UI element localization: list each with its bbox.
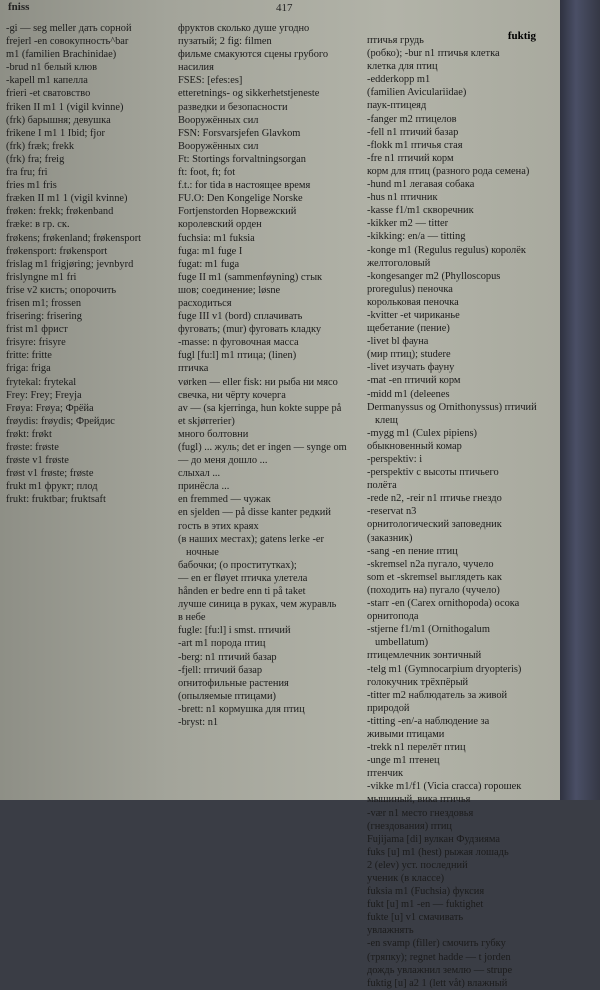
dictionary-entry-line: пузатый; 2 fig: filmen xyxy=(178,36,272,48)
dictionary-entry-line: -mygg m1 (Culex pipiens) xyxy=(367,427,477,439)
dictionary-entry-line: fuktig [u] a2 1 (lett våt) влажный xyxy=(367,977,508,989)
dictionary-entry-line: -fell n1 птичий базар xyxy=(367,126,459,138)
dictionary-entry-line: fuchsia: m1 fuksia xyxy=(178,232,255,244)
column-middle xyxy=(178,22,358,802)
dictionary-entry-line: ft: foot, ft; fot xyxy=(178,167,236,179)
dictionary-entry-line: корм для птиц (разного рода семена) xyxy=(367,165,530,177)
page-number: 417 xyxy=(276,2,293,14)
dictionary-entry-line: свечка, ни чёрту кочерга xyxy=(178,389,286,401)
dictionary-entry-line: fræken II m1 1 (vigil kvinne) xyxy=(6,193,128,205)
dictionary-entry-line: frikene I m1 1 Ibid; fjor xyxy=(6,127,105,139)
dictionary-entry-line: -sang -en пение птиц xyxy=(367,545,458,557)
dictionary-entry-line: орнитологический заповедник xyxy=(367,519,502,531)
dictionary-entry-line: som et -skremsel выглядеть как xyxy=(367,571,502,583)
dictionary-entry-line: fritte: fritte xyxy=(6,350,52,362)
dictionary-entry-line: frytekal: frytekal xyxy=(6,376,77,388)
dictionary-entry-line: Вооружённых сил xyxy=(178,114,259,126)
dictionary-entry-line: дождь увлажнил землю — strupe xyxy=(367,964,513,976)
dictionary-entry-line: -brett: n1 кормушка для птиц xyxy=(178,703,305,715)
header-left-word: fniss xyxy=(8,1,30,13)
dictionary-entry-line: frøken: frekk; frøkenband xyxy=(6,206,114,218)
dictionary-entry-line: proregulus) пеночка xyxy=(367,283,453,295)
dictionary-entry-line: frislyngne m1 fri xyxy=(6,271,77,283)
dictionary-entry-line: -flokk m1 птичья стая xyxy=(367,139,463,151)
dictionary-entry-line: frieri -et сватовство xyxy=(6,88,91,100)
book-cover-edge xyxy=(560,0,600,800)
dictionary-entry-line: -livet bl фауна xyxy=(367,336,429,348)
dictionary-entry-line: -kasse f1/m1 скворечник xyxy=(367,205,474,217)
dictionary-entry-line: голокучник трёхпёрый xyxy=(367,676,469,688)
dictionary-entry-line: — до меня дошло ... xyxy=(178,455,268,467)
dictionary-entry-line: -starr -en (Carex ornithopoda) осока xyxy=(367,598,520,610)
dictionary-entry-line: -fjell: птичий базар xyxy=(178,664,263,676)
dictionary-entry-line: (fugl) ... жуль; det er ingen — synge om xyxy=(178,442,347,453)
dictionary-entry-line: frøkens; frøkenland; frøkensport xyxy=(6,232,142,244)
dictionary-entry-line: hånden er bedre enn ti på taket xyxy=(178,586,306,598)
dictionary-entry-line: frise v2 кисть; опорочить xyxy=(6,284,117,296)
dictionary-entry-line: орнитопода xyxy=(367,611,419,623)
dictionary-entry-line: Frey: Frey; Freyja xyxy=(6,389,82,401)
dictionary-entry-line: fuksia m1 (Fuchsia) фуксия xyxy=(367,886,485,898)
dictionary-entry-line: -kapell m1 капелла xyxy=(6,75,88,87)
dictionary-entry-line: friken II m1 1 (vigil kvinne) xyxy=(6,101,124,113)
dictionary-entry-line: -mat -en птичий корм xyxy=(367,375,461,387)
dictionary-entry-line: friga: friga xyxy=(6,363,51,375)
dictionary-entry-line: птенчик xyxy=(367,768,404,780)
dictionary-entry-line: (тряпку); regnet hadde — t jorden xyxy=(367,951,511,963)
dictionary-entry-line: -masse: n фуговочная масса xyxy=(178,337,299,349)
dictionary-entry-line: -reservat n3 xyxy=(367,506,417,518)
dictionary-entry-line: насилия xyxy=(178,62,214,74)
dictionary-entry-line: -vikke m1/f1 (Vicia cracca) горошек xyxy=(367,781,522,793)
dictionary-entry-line: Вооружённых сил xyxy=(178,140,259,152)
dictionary-entry-line: -bryst: n1 xyxy=(178,716,219,728)
dictionary-entry-line: fuga: m1 fuge I xyxy=(178,245,243,257)
dictionary-entry-line: frøkt: frøkt xyxy=(6,428,52,440)
dictionary-entry-line: паук-птицеяд xyxy=(367,100,427,112)
dictionary-entry-line: желтоголовый xyxy=(367,257,431,269)
dictionary-entry-line: Dermanyssus og Ornithonyssus) птичий клещ xyxy=(367,401,537,426)
dictionary-entry-line: fra fru; fri xyxy=(6,167,48,179)
dictionary-entry-line: -perspektiv с высоты птичьего xyxy=(367,467,499,479)
dictionary-entry-line: FU.O: Den Kongelige Norske xyxy=(178,193,303,205)
dictionary-entry-line: Fujijama [di] вулкан Фудзияма xyxy=(367,833,500,845)
dictionary-entry-line: живыми птицами xyxy=(367,728,445,740)
dictionary-entry-line: (мир птиц); studere xyxy=(367,349,451,361)
dictionary-entry-line: разведки и безопасности xyxy=(178,101,288,113)
dictionary-entry-line: -art m1 порода птиц xyxy=(178,638,266,650)
dictionary-entry-line: en sjelden — på disse kanter редкий xyxy=(178,507,331,519)
dictionary-entry-line: природой xyxy=(367,702,410,714)
dictionary-entry-line: -titter m2 наблюдатель за живой xyxy=(367,689,508,701)
page-header xyxy=(0,0,560,16)
dictionary-entry-line: корольковая пеночка xyxy=(367,296,459,308)
dictionary-entry-line: ученик (в классе) xyxy=(367,873,445,884)
column-right xyxy=(367,34,545,989)
dictionary-entry-line: Frøya: Frøya; Фрёйа xyxy=(6,402,94,414)
dictionary-entry-line: -kikker m2 — titter xyxy=(367,218,449,230)
dictionary-entry-line: -gi — seg meller дать сорной xyxy=(6,23,132,34)
dictionary-entry-line: fukt [u] m1 -en — fuktighet xyxy=(367,899,484,911)
dictionary-entry-line: -skremsel n2a пугало, чучело xyxy=(367,558,494,570)
dictionary-entry-line: птичья грудь xyxy=(367,35,424,46)
dictionary-entry-line: птицемлечник зонтичный xyxy=(367,650,482,662)
dictionary-entry-line: FSN: Forsvarsjefen Glavkom xyxy=(178,127,301,139)
dictionary-entry-line: Ft: Stortings forvaltningsorgan xyxy=(178,153,306,165)
dictionary-entry-line: frislag m1 frigjøring; jevnbyrd xyxy=(6,258,134,270)
dictionary-entry-line: бабочки; (о проститутках); xyxy=(178,559,297,571)
dictionary-entry-line: fugl [fu:l] m1 птица; (linen) xyxy=(178,350,297,362)
dictionary-entry-line: гость в этих краях xyxy=(178,520,259,532)
dictionary-entry-line: -midd m1 (deleenes xyxy=(367,388,450,400)
dictionary-entry-line: -telg m1 (Gymnocarpium dryopteris) xyxy=(367,663,522,675)
dictionary-entry-line: -konge m1 (Regulus regulus) королёк xyxy=(367,244,526,256)
dictionary-entry-line: -fanger m2 птицелов xyxy=(367,113,457,125)
dictionary-entry-line: -en svamp (filler) смочить губку xyxy=(367,938,506,950)
dictionary-entry-line: шов; соединение; løsne xyxy=(178,284,281,296)
header-right-word: fuktig xyxy=(507,30,536,42)
dictionary-entry-line: fukte [u] v1 смачивать xyxy=(367,912,464,924)
dictionary-entry-line: FSES: [efes:es] xyxy=(178,75,243,87)
dictionary-entry-line: -rede n2, -reir n1 птичье гнездо xyxy=(367,493,502,505)
dictionary-entry-line: слыхал ... xyxy=(178,468,221,480)
dictionary-entry-line: мышиный, вика птичья xyxy=(367,794,471,806)
dictionary-entry-line: (frk) барышня; девушка xyxy=(6,114,111,126)
dictionary-entry-line: et skjørrerier) xyxy=(178,415,235,427)
dictionary-entry-line: etteretnings- og sikkerhetstjeneste xyxy=(178,88,320,100)
dictionary-entry-line: 2 (elev) уст. последний xyxy=(367,859,468,871)
dictionary-entry-line: много болтовни xyxy=(178,428,249,440)
dictionary-entry-line: fuge III v1 (bord) сплачивать xyxy=(178,311,303,323)
dictionary-entry-line: frøydis: frøydis; Фрейдис xyxy=(6,415,115,427)
dictionary-entry-line: -unge m1 птенец xyxy=(367,755,440,767)
dictionary-entry-line: fræke: в гр. ск. xyxy=(6,219,70,231)
dictionary-entry-line: (опыляемые птицами) xyxy=(178,690,276,702)
dictionary-entry-line: fuge II m1 (sammenføyning) стык xyxy=(178,271,323,283)
dictionary-entry-line: -trekk n1 перелёт птиц xyxy=(367,742,466,754)
dictionary-entry-line: vørken — eller fisk: ни рыба ни мясо xyxy=(178,376,338,388)
dictionary-entry-line: fries m1 fris xyxy=(6,180,57,192)
dictionary-entry-line: -hus n1 птичник xyxy=(367,192,438,204)
dictionary-entry-line: m1 (familien Brachinidae) xyxy=(6,49,117,61)
dictionary-entry-line: -kongesanger m2 (Phylloscopus xyxy=(367,270,501,282)
dictionary-entry-line: лучше синица в руках, чем журавль xyxy=(178,599,337,611)
dictionary-entry-line: фруктов сколько душе угодно xyxy=(178,23,310,34)
dictionary-entry-line: en fremmed — чужак xyxy=(178,494,271,506)
dictionary-entry-line: orнитофильные растения xyxy=(178,677,289,689)
dictionary-entry-line: -vær n1 место гнездовья xyxy=(367,807,474,819)
column-left xyxy=(6,22,166,802)
dictionary-entry-line: av — (sa kjerringa, hun kokte suppe på xyxy=(178,402,342,414)
dictionary-entry-line: -hund m1 легавая собака xyxy=(367,179,475,191)
dictionary-entry-line: frisyre: frisyre xyxy=(6,337,66,349)
dictionary-entry-line: -berg: n1 птичий базар xyxy=(178,651,277,663)
dictionary-entry-line: -perspektiv: i xyxy=(367,454,423,465)
dictionary-entry-line: f.t.: for tida в настоящее время xyxy=(178,180,311,192)
dictionary-entry-line: frukt: fruktbar; fruktsaft xyxy=(6,494,106,506)
dictionary-entry-line: -edderkopp m1 xyxy=(367,74,431,86)
dictionary-entry-line: -livet изучать фауну xyxy=(367,362,455,374)
dictionary-entry-line: frukt m1 фрукт; плод xyxy=(6,481,98,493)
dictionary-entry-line: frøkensport: frøkensport xyxy=(6,245,108,257)
dictionary-entry-line: fuks [u] m1 (hest) рыжая лошадь xyxy=(367,846,509,858)
dictionary-entry-line: Fortjenstorden Норвежский xyxy=(178,206,297,218)
dictionary-entry-line: frøste: frøste xyxy=(6,442,59,453)
dictionary-entry-line: обыкновенный комар xyxy=(367,440,462,452)
dictionary-entry-line: полёта xyxy=(367,480,397,492)
dictionary-entry-line: fugle: [fu:l] i smst. птичий xyxy=(178,625,291,637)
dictionary-entry-line: -kikking: en/a — titting xyxy=(367,231,466,243)
dictionary-entry-line: (familien Aviculariidae) xyxy=(367,87,467,99)
dictionary-entry-line: принёсла ... xyxy=(178,481,230,493)
dictionary-entry-line: — en er fløyet птичка улетела xyxy=(178,572,308,584)
dictionary-entry-line: frejerl -en совокупность^bar xyxy=(6,36,129,48)
dictionary-entry-line: frist m1 фрист xyxy=(6,324,68,336)
dictionary-entry-line: птичка xyxy=(178,363,209,375)
dictionary-entry-line: (гнездования) птиц xyxy=(367,820,452,832)
dictionary-entry-line: (заказник) xyxy=(367,532,413,544)
dictionary-entry-line: (робко); -bur n1 птичья клетка xyxy=(367,48,500,60)
dictionary-entry-line: -kvitter -et чириканье xyxy=(367,309,460,321)
dictionary-entry-line: (frk) fra; freig xyxy=(6,153,65,165)
dictionary-entry-line: -brud n1 белый клюв xyxy=(6,62,98,74)
dictionary-entry-line: frisering: frisering xyxy=(6,311,82,323)
dictionary-entry-line: расходиться xyxy=(178,297,232,309)
dictionary-entry-line: в небе xyxy=(178,612,206,624)
dictionary-entry-line: увлажнять xyxy=(367,925,414,937)
dictionary-entry-line: (походить на) пугало (чучело) xyxy=(367,584,500,596)
dictionary-entry-line: щебетание (пение) xyxy=(367,323,450,335)
dictionary-entry-line: -titting -en/-a наблюдение за xyxy=(367,715,490,727)
dictionary-entry-line: frisen m1; frossen xyxy=(6,297,82,309)
dictionary-entry-line: -stjerne f1/m1 (Ornithogalum umbellatum) xyxy=(367,624,490,649)
dictionary-entry-line: fugat: m1 fuga xyxy=(178,258,240,270)
dictionary-entry-line: frøste v1 frøste xyxy=(6,455,69,467)
dictionary-entry-line: королевский орден xyxy=(178,219,262,231)
dictionary-entry-line: клетка для птиц xyxy=(367,61,438,73)
dictionary-entry-line: фильме смакуются сцены грубого xyxy=(178,49,329,61)
dictionary-entry-line: фуговать; (mur) фуговать кладку xyxy=(178,324,322,336)
dictionary-entry-line: frøst v1 frøste; frøste xyxy=(6,468,94,480)
dictionary-entry-line: (в наших местах); gatens lerke -er ночные xyxy=(178,533,325,558)
dictionary-entry-line: -fre n1 птичий корм xyxy=(367,152,454,164)
dictionary-entry-line: (frk) fræk; frekk xyxy=(6,140,75,152)
